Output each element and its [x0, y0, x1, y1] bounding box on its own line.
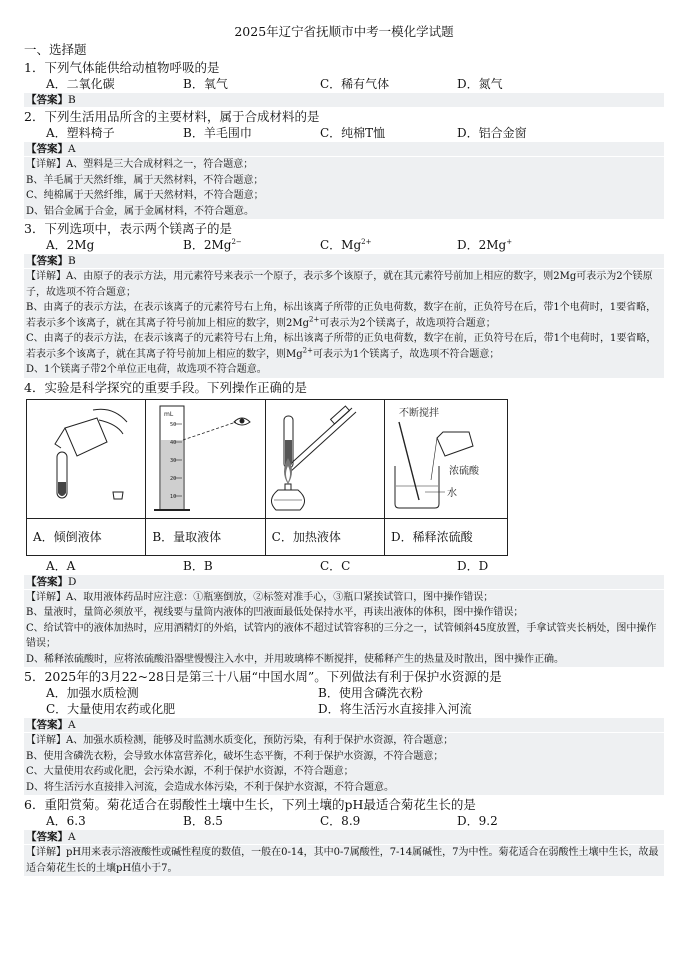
- tick-40: 40: [170, 439, 177, 446]
- option-c: C．稀有气体: [320, 77, 390, 91]
- option-d-charge: +: [506, 238, 513, 246]
- question-1-options: [24, 76, 664, 92]
- answer-tag: 【答案】: [26, 94, 68, 106]
- explanation-line: B、羊毛属于天然纤维，属于天然材料，不符合题意；: [26, 174, 264, 186]
- explanation-line: C、大量使用农药或化肥，会污染水源，不利于保护水资源，不符合题意；: [26, 766, 354, 777]
- question-3-stem: 3．下列选项中，表示两个镁离子的是: [24, 221, 232, 236]
- question-4-explanation: [24, 590, 664, 668]
- label-acid: 浓硫酸: [448, 465, 479, 477]
- question-5-stem: 5．2025年的3月22~28日是第三十八届“中国水周”。下列做法有利于保护水资源的是: [24, 669, 502, 684]
- tick-10: 10: [170, 493, 177, 500]
- question-4-answer: [24, 575, 664, 589]
- explanation-line: 【详解】A、取用液体药品时应注意：①瓶塞倒放，②标签对准手心，③瓶口紧挨试管口，图中操作错误；: [26, 591, 494, 603]
- explanation-line: 【详解】A、由原子的表示方法，用元素符号来表示一个原子，表示多个该原子，就在其元素符号前加上相应的数字，则2Mg可表示为2个镁原子，故选项不符合题意；: [26, 271, 653, 298]
- explanation-line: D、稀释浓硫酸时，应将浓硫酸沿器壁慢慢注入水中，并用玻璃棒不断搅拌，使稀释产生的热量及时散出，图中操作正确。: [26, 653, 565, 665]
- answer-value: A: [68, 831, 76, 843]
- question-1-answer: [24, 93, 664, 107]
- explanation-text: B、由离子的表示方法，在表示该离子的元素符号右上角，标出该离子所带的正负电荷数，数字在前，正负符号在后，带1个电荷时，1要省略，若表示多个该离子，就在其离子符号前加上相应的数字，则2Mg: [26, 302, 657, 329]
- tick-30: 30: [170, 457, 177, 464]
- caption-a: A．倾倒液体: [33, 530, 102, 544]
- question-4-stem: 4．实验是科学探究的重要手段。下列操作正确的是: [24, 379, 307, 395]
- explanation-text: C、由离子的表示方法，在表示该离子的元素符号右上角，标出该离子所带的正负电荷数，数字在前，正负符号在后，带1个电荷时，1要省略，若表示多个该离子，就在其离子符号前加上相应的数字，则Mg: [26, 333, 657, 360]
- answer-tag: 【答案】: [26, 255, 68, 267]
- option-b-charge: 2−: [231, 238, 242, 246]
- option-c: C．8.9: [320, 814, 361, 828]
- option-a: A．A: [46, 558, 76, 573]
- caption-d: D．稀释浓硫酸: [390, 530, 473, 544]
- question-2-explanation: [24, 157, 664, 219]
- option-c-charge: 2+: [361, 238, 372, 246]
- label-water: 水: [446, 487, 457, 499]
- heating-liquid-illustration: [266, 400, 384, 519]
- option-d: D．氮气: [457, 77, 503, 91]
- charge-sup: 2+: [302, 346, 313, 355]
- question-5-answer: [24, 718, 664, 732]
- cylinder-unit-label: mL: [164, 410, 174, 418]
- explanation-text: 可表示为1个镁离子，故选项不符合题意；: [312, 348, 500, 360]
- figure-cell-a: [27, 400, 146, 555]
- tick-20: 20: [170, 475, 177, 482]
- page-title: 2025年辽宁省抚顺市中考一模化学试题: [234, 24, 454, 39]
- option-c: C．纯棉T恤: [320, 126, 386, 140]
- explanation-line: C、给试管中的液体加热时，应用酒精灯的外焰，试管内的液体不超过试管容积的三分之一，试管倾斜45度放置，手拿试管夹长柄处，图中操作错误；: [26, 622, 657, 649]
- question-3-options: [24, 237, 664, 253]
- answer-value: A: [68, 143, 76, 155]
- caption-b: B．量取液体: [152, 530, 222, 544]
- explanation-line: D、铝合金属于合金，属于金属材料，不符合题意。: [26, 205, 255, 217]
- answer-value: D: [68, 575, 77, 588]
- explanation-text: 可表示为2个镁离子，故选项符合题意；: [319, 317, 496, 329]
- answer-value: B: [68, 255, 76, 267]
- question-4-options: [24, 558, 664, 574]
- measuring-cylinder-illustration: [146, 400, 264, 519]
- option-d-text: D．2Mg: [457, 238, 507, 252]
- section-heading: 一、选择题: [24, 42, 87, 57]
- pouring-liquid-illustration: [27, 400, 145, 519]
- explanation-line: [26, 300, 662, 331]
- question-3-answer: [24, 254, 664, 268]
- option-b: [183, 237, 320, 253]
- question-2-stem: 2．下列生活用品所含的主要材料，属于合成材料的是: [24, 109, 320, 124]
- label-stir: 不断搅拌: [398, 407, 439, 419]
- answer-tag: 【答案】: [26, 143, 68, 155]
- explanation-line: B、使用含磷洗衣粉，会导致水体富营养化，破坏生态平衡，不利于保护水资源，不符合题意；: [26, 750, 444, 762]
- question-6-answer: [24, 830, 664, 844]
- option-b: B．氧气: [183, 77, 228, 91]
- option-d: D．将生活污水直接排入河流: [318, 702, 472, 716]
- option-b: B．8.5: [183, 814, 223, 828]
- question-6-explanation: [24, 845, 664, 876]
- option-c: [320, 237, 457, 253]
- option-a: A．二氧化碳: [46, 77, 115, 91]
- option-b: B．B: [183, 558, 213, 573]
- option-a: A．6.3: [46, 814, 86, 828]
- answer-tag: 【答案】: [26, 575, 68, 588]
- question-5-explanation: [24, 733, 664, 795]
- answer-tag: 【答案】: [26, 719, 68, 731]
- option-b: B．使用含磷洗衣粉: [318, 686, 423, 700]
- question-6-stem: 6．重阳赏菊。菊花适合在弱酸性土壤中生长，下列土壤的pH最适合菊花生长的是: [24, 797, 476, 812]
- explanation-line: D、1个镁离子带2个单位正电荷，故选项不符合题意。: [26, 364, 267, 375]
- answer-value: B: [68, 94, 76, 106]
- option-d: D．9.2: [457, 814, 498, 828]
- option-a: A．塑料椅子: [46, 126, 115, 140]
- caption-c: C．加热液体: [271, 530, 341, 544]
- option-a: A．加强水质检测: [46, 686, 139, 700]
- explanation-line: 【详解】A、塑料是三大合成材料之一，符合题意；: [26, 159, 254, 170]
- answer-tag: 【答案】: [26, 831, 68, 843]
- option-d: [457, 237, 594, 253]
- option-b: B．羊毛围巾: [183, 126, 252, 140]
- charge-sup: 2+: [309, 315, 320, 324]
- explanation-line: [26, 331, 662, 362]
- figure-cell-c: [266, 400, 385, 555]
- option-d: D．铝合金窗: [457, 126, 527, 140]
- tick-50: 50: [170, 421, 177, 428]
- option-d: D．D: [457, 558, 489, 573]
- option-b-text: B．2Mg: [183, 238, 232, 252]
- option-c: C．C: [320, 558, 351, 573]
- question-2-answer: [24, 142, 664, 156]
- diluting-acid-illustration: [385, 400, 507, 519]
- lab-operations-figure: [26, 399, 508, 556]
- answer-value: A: [68, 719, 76, 731]
- explanation-line: 【详解】pH用来表示溶液酸性或碱性程度的数值，一般在0-14，其中0-7属酸性，7-14属碱性，7为中性。菊花适合在弱酸性土壤中生长，故最适合菊花生长的土壤pH值小于7。: [26, 847, 659, 874]
- explanation-line: C、纯棉属于天然纤维，属于天然材料，不符合题意；: [26, 190, 264, 201]
- figure-cell-d: [385, 400, 507, 555]
- explanation-line: B、量液时，量筒必须放平，视线要与量筒内液体的凹液面最低处保持水平，再读出液体的体积，图中操作错误；: [26, 607, 524, 618]
- figure-cell-b: [146, 400, 265, 555]
- option-a: A．2Mg: [46, 238, 95, 252]
- explanation-line: D、将生活污水直接排入河流，会造成水体污染，不利于保护水资源，不符合题意。: [26, 781, 395, 793]
- question-1-stem: 1．下列气体能供给动植物呼吸的是: [24, 60, 220, 75]
- question-5-options-row-2: [24, 701, 664, 717]
- question-2-options: [24, 125, 664, 141]
- question-3-explanation: [24, 269, 664, 378]
- explanation-line: 【详解】A、加强水质检测，能够及时监测水质变化，预防污染，有利于保护水资源，符合题意；: [26, 735, 454, 746]
- option-c-text: C．Mg: [320, 238, 362, 252]
- question-5-options-row-1: [24, 685, 664, 701]
- exam-page: [24, 22, 664, 876]
- option-c: C．大量使用农药或化肥: [46, 702, 176, 716]
- question-6-options: [24, 813, 664, 829]
